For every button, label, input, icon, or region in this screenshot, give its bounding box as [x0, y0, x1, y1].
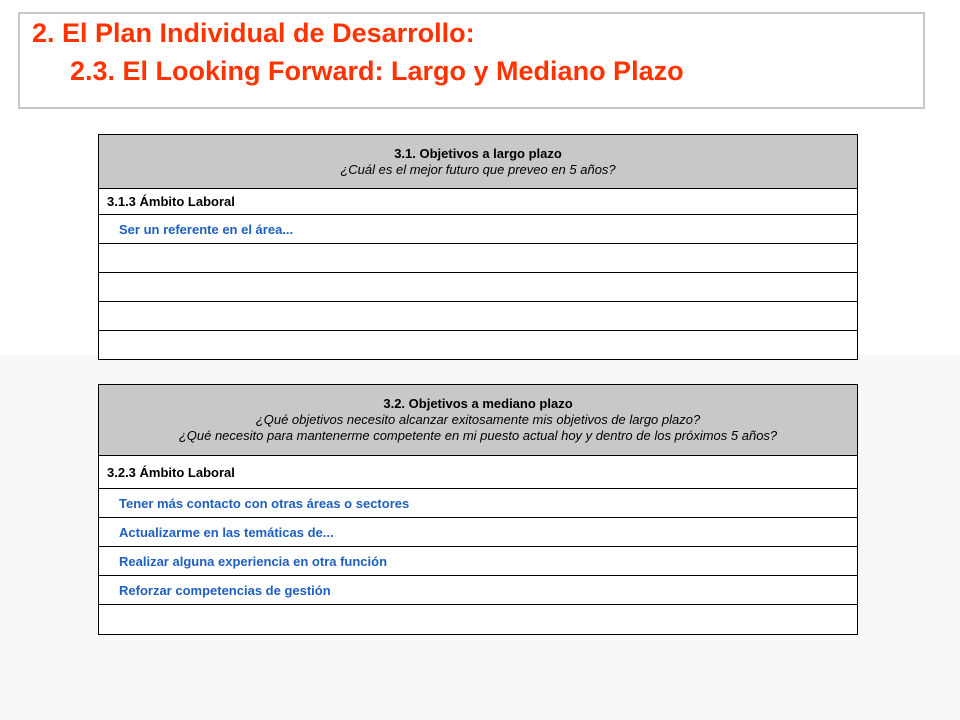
medium-term-header: [99, 385, 858, 456]
medium-term-item: Tener más contacto con otras áreas o sectores: [99, 489, 858, 518]
long-term-objectives-table: [98, 134, 858, 360]
medium-term-objectives-table: [98, 384, 858, 635]
long-term-header-title: 3.1. Objetivos a largo plazo: [394, 145, 562, 161]
medium-term-empty-row: [99, 605, 858, 635]
long-term-item: Ser un referente en el área...: [99, 215, 858, 244]
long-term-header-question: ¿Cuál es el mejor futuro que preveo en 5 años?: [340, 161, 616, 177]
medium-term-header-question: ¿Qué objetivos necesito alcanzar exitosamente mis objetivos de largo plazo?: [255, 412, 701, 427]
long-term-header: [99, 135, 858, 189]
long-term-empty-row: [99, 244, 858, 273]
long-term-section-label: 3.1.3 Ámbito Laboral: [99, 189, 858, 215]
medium-term-header-question: ¿Qué necesito para mantenerme competente en mi puesto actual hoy y dentro de los próximos 5 años?: [178, 428, 778, 443]
medium-term-header-title: 3.2. Objetivos a mediano plazo: [383, 396, 573, 411]
medium-term-section-label: 3.2.3 Ámbito Laboral: [99, 456, 858, 489]
long-term-empty-row: [99, 302, 858, 331]
page-subtitle: 2.3. El Looking Forward: Largo y Mediano Plazo: [70, 56, 684, 86]
long-term-empty-row: [99, 331, 858, 360]
long-term-empty-row: [99, 273, 858, 302]
medium-term-item: Actualizarme en las temáticas de...: [99, 518, 858, 547]
medium-term-item: Realizar alguna experiencia en otra función: [99, 547, 858, 576]
medium-term-item: Reforzar competencias de gestión: [99, 576, 858, 605]
page-title: 2. El Plan Individual de Desarrollo:: [32, 18, 475, 48]
